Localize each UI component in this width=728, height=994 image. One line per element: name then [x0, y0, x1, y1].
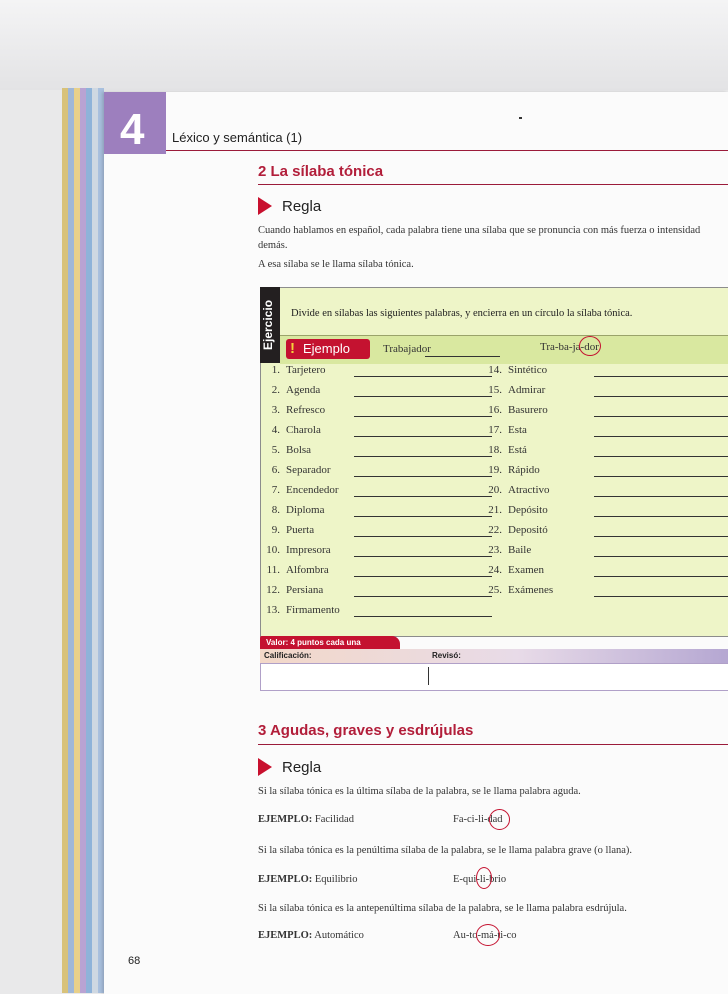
rule-text-line-1: Cuando hablamos en español, cada palabra tiene una sílaba que se pronuncia con más fuerza o intensidad [258, 225, 701, 236]
item-number: 6. [271, 464, 280, 476]
exercise-item [262, 564, 492, 584]
item-number: 7. [271, 484, 280, 496]
item-word: Baile [508, 544, 532, 556]
item-word: Rápido [508, 464, 540, 476]
exercise-item [262, 604, 492, 624]
item-word: Basurero [508, 404, 548, 416]
tonic-syllable-circle [579, 336, 601, 356]
item-number: 9. [271, 524, 280, 536]
answer-line[interactable] [594, 596, 728, 597]
exercise-item [484, 364, 728, 384]
item-word: Sintético [508, 364, 548, 376]
answer-line[interactable] [354, 616, 492, 617]
esdrujula-example-word: Automático [314, 930, 364, 941]
tonic-syllable-circle [489, 809, 510, 830]
grave-rule: Si la sílaba tónica es la penúltima sílaba de la palabra, se le llama palabra grave (o llana). [258, 845, 633, 856]
exercise-item [484, 484, 728, 504]
item-number: 1. [271, 364, 280, 376]
item-number: 21. [488, 504, 502, 516]
answer-line[interactable] [594, 556, 728, 557]
grave-example [258, 874, 357, 885]
grave-example-word: Equilibrio [314, 874, 358, 885]
exercise-item [484, 584, 728, 604]
exercise-item [484, 524, 728, 544]
reviso-label: Revisó: [432, 651, 461, 660]
exercise-item [262, 524, 492, 544]
item-number: 3. [271, 404, 280, 416]
unit-title: Léxico y semántica (1) [172, 130, 303, 145]
example-label: Ejemplo [303, 341, 350, 356]
exercise-item [484, 444, 728, 464]
answer-line[interactable] [594, 436, 728, 437]
aguda-example [258, 814, 354, 825]
item-word: Separador [286, 464, 331, 476]
item-word: Agenda [286, 384, 321, 396]
rule-text-line-2: demás. [258, 240, 288, 251]
item-number: 10. [266, 544, 280, 556]
item-word: Está [508, 444, 527, 456]
answer-line[interactable] [354, 596, 492, 597]
exercise-item [484, 504, 728, 524]
rule-text-line-3: A esa sílaba se le llama sílaba tónica. [258, 259, 414, 270]
grading-divider [428, 667, 429, 685]
ejemplo-label: EJEMPLO: [258, 814, 313, 825]
item-word: Examen [508, 564, 545, 576]
example-syllables: Tra-ba-ja-dor [540, 341, 599, 353]
grave-syllables: E-qui-li-brio [453, 874, 507, 885]
item-number: 4. [271, 424, 280, 436]
calificacion-label: Calificación: [264, 651, 312, 660]
tonic-syllable-circle [476, 867, 492, 889]
exercise-item [262, 384, 492, 404]
aguda-syllables: Fa-ci-li-dad [453, 814, 503, 825]
example-answer-line [425, 356, 500, 357]
answer-line[interactable] [594, 376, 728, 377]
aguda-rule: Si la sílaba tónica es la última sílaba de la palabra, se le llama palabra aguda. [258, 786, 581, 797]
answer-line[interactable] [354, 416, 492, 417]
ejemplo-label: EJEMPLO: [258, 930, 313, 941]
esdrujula-syllables: Au-to-má-ti-co [453, 930, 517, 941]
exercise-item [262, 544, 492, 564]
exercise-item [484, 424, 728, 444]
play-triangle-icon [258, 758, 272, 776]
grading-bar [260, 649, 728, 663]
item-number: 19. [488, 464, 502, 476]
item-word: Charola [286, 424, 321, 436]
exercise-instruction: Divide en sílabas las siguientes palabras, y encierra en un círculo la sílaba tónica. [291, 308, 633, 319]
regla-label: Regla [282, 758, 322, 776]
answer-line[interactable] [594, 496, 728, 497]
section-2-rule [258, 184, 728, 185]
exercise-item [484, 544, 728, 564]
item-number: 12. [266, 584, 280, 596]
item-number: 2. [271, 384, 280, 396]
grading-box [260, 663, 728, 691]
exercise-item [262, 424, 492, 444]
exercise-side-label: Ejercicio [261, 299, 275, 351]
item-word: Encendedor [286, 484, 339, 496]
regla-label: Regla [282, 197, 322, 215]
item-word: Diploma [286, 504, 325, 516]
item-number: 20. [488, 484, 502, 496]
exercise-item [484, 464, 728, 484]
play-triangle-icon [258, 197, 272, 215]
regla-heading-2 [258, 758, 321, 776]
answer-line[interactable] [354, 536, 492, 537]
item-number: 11. [266, 564, 280, 576]
exclamation-icon: ! [290, 340, 295, 357]
section-3-rule [258, 744, 728, 745]
ink-mark [519, 117, 522, 119]
item-word: Atractivo [508, 484, 550, 496]
unit-number: 4 [120, 105, 145, 154]
esdrujula-rule: Si la sílaba tónica es la antepenúltima sílaba de la palabra, se le llama palabra esdrújula. [258, 903, 627, 914]
item-word: Tarjetero [286, 364, 326, 376]
item-word: Depósito [508, 504, 548, 516]
answer-line[interactable] [594, 476, 728, 477]
exercise-item [262, 444, 492, 464]
item-word: Exámenes [508, 584, 554, 596]
exercise-item [262, 404, 492, 424]
valor-text: Valor: 4 puntos cada una [266, 638, 361, 647]
item-word: Esta [508, 424, 527, 436]
exercise-item [484, 564, 728, 584]
answer-line[interactable] [354, 456, 492, 457]
item-number: 5. [271, 444, 280, 456]
section-2-title: 2 La sílaba tónica [258, 163, 384, 180]
answer-line[interactable] [594, 576, 728, 577]
answer-line[interactable] [354, 576, 492, 577]
exercise-item [484, 404, 728, 424]
item-number: 15. [488, 384, 502, 396]
answer-line[interactable] [354, 556, 492, 557]
item-word: Firmamento [286, 604, 340, 616]
exercise-item [262, 364, 492, 384]
exercise-item [262, 464, 492, 484]
answer-line[interactable] [354, 376, 492, 377]
answer-line[interactable] [594, 396, 728, 397]
example-word: Trabajador [383, 343, 431, 355]
answer-line[interactable] [594, 536, 728, 537]
item-number: 8. [271, 504, 280, 516]
answer-line[interactable] [354, 396, 492, 397]
item-word: Persiana [286, 584, 324, 596]
item-word: Depositó [508, 524, 548, 536]
answer-line[interactable] [594, 516, 728, 517]
section-3-title: 3 Agudas, graves y esdrújulas [258, 722, 474, 739]
answer-line[interactable] [354, 496, 492, 497]
item-number: 24. [488, 564, 502, 576]
item-number: 13. [266, 604, 280, 616]
item-word: Impresora [286, 544, 331, 556]
regla-heading [258, 197, 321, 215]
item-word: Alfombra [286, 564, 329, 576]
exercise-item [262, 504, 492, 524]
item-number: 23. [488, 544, 502, 556]
scanner-background [0, 0, 728, 90]
ejemplo-label: EJEMPLO: [258, 874, 313, 885]
answer-line[interactable] [594, 416, 728, 417]
item-number: 17. [488, 424, 502, 436]
aguda-example-word: Facilidad [314, 814, 354, 825]
answer-line[interactable] [354, 476, 492, 477]
header-rule [166, 150, 728, 151]
tonic-syllable-circle [476, 924, 500, 946]
exercise-item [262, 584, 492, 604]
exercise-item [484, 384, 728, 404]
answer-line[interactable] [594, 456, 728, 457]
answer-line[interactable] [354, 516, 492, 517]
exercise-item [262, 484, 492, 504]
item-word: Puerta [286, 524, 315, 536]
item-number: 18. [488, 444, 502, 456]
item-word: Refresco [286, 404, 326, 416]
item-number: 25. [488, 584, 502, 596]
item-word: Admirar [508, 384, 546, 396]
item-word: Bolsa [286, 444, 312, 456]
answer-line[interactable] [354, 436, 492, 437]
page-number: 68 [128, 955, 141, 967]
item-number: 22. [488, 524, 502, 536]
item-number: 16. [488, 404, 502, 416]
item-number: 14. [488, 364, 502, 376]
esdrujula-example [258, 930, 364, 941]
